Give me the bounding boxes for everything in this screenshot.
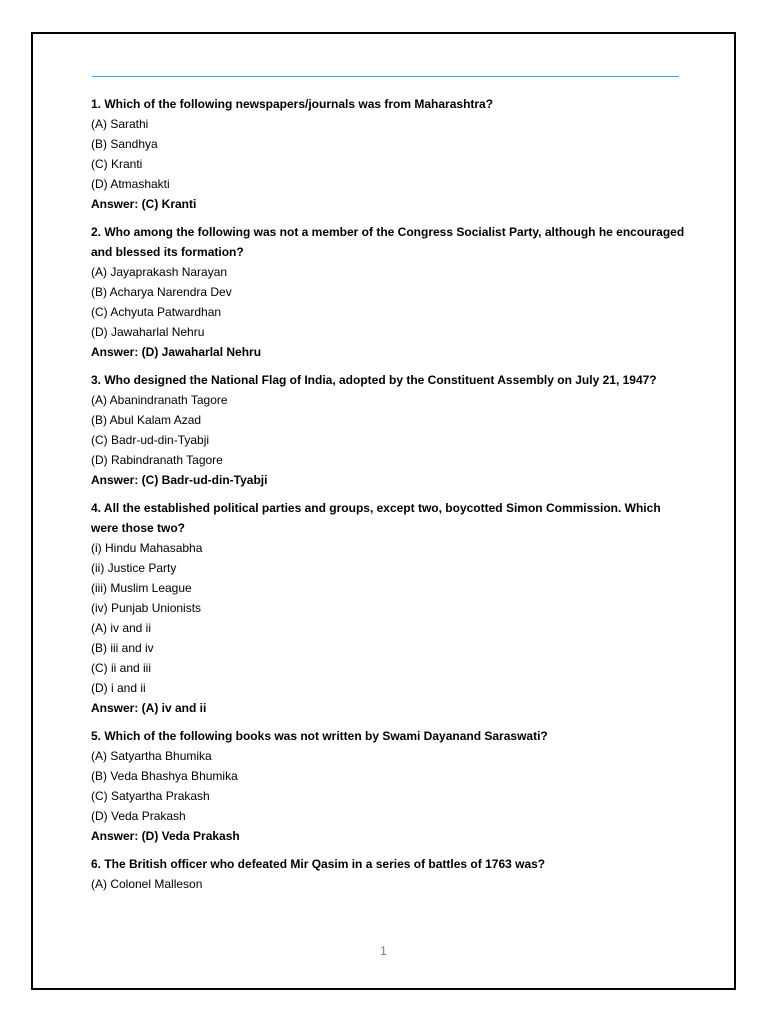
option: (B) Veda Bhashya Bhumika: [91, 769, 238, 783]
answer: Answer: (A) iv and ii: [91, 701, 207, 715]
answer: Answer: (D) Jawaharlal Nehru: [91, 345, 262, 359]
question-1: [91, 94, 691, 214]
option: (C) Badr-ud-din-Tyabji: [91, 433, 210, 447]
option: (B) Acharya Narendra Dev: [91, 285, 232, 299]
page-number: 1: [380, 944, 387, 958]
question-6: [91, 854, 691, 894]
option: (B) Abul Kalam Azad: [91, 413, 202, 427]
question-list: [91, 94, 691, 902]
question-5: [91, 726, 691, 846]
question-text: 2. Who among the following was not a member of the Congress Socialist Party, although he encouraged and blessed its formation?: [91, 225, 685, 259]
option: (iv) Punjab Unionists: [91, 601, 202, 615]
option: (D) Veda Prakash: [91, 809, 186, 823]
question-text: 4. All the established political parties and groups, except two, boycotted Simon Commission. Which were those two?: [91, 501, 661, 535]
option: (A) Colonel Malleson: [91, 877, 203, 891]
option: (B) iii and iv: [91, 641, 154, 655]
option: (A) iv and ii: [91, 621, 152, 635]
question-3: [91, 370, 691, 490]
header-rule: [92, 76, 679, 77]
question-text: 5. Which of the following books was not written by Swami Dayanand Saraswati?: [91, 729, 548, 743]
option: (B) Sandhya: [91, 137, 158, 151]
option: (A) Abanindranath Tagore: [91, 393, 228, 407]
option: (A) Jayaprakash Narayan: [91, 265, 228, 279]
answer: Answer: (C) Kranti: [91, 197, 197, 211]
question-2: [91, 222, 691, 362]
option: (A) Satyartha Bhumika: [91, 749, 212, 763]
answer: Answer: (C) Badr-ud-din-Tyabji: [91, 473, 268, 487]
option: (D) Rabindranath Tagore: [91, 453, 223, 467]
option: (C) Kranti: [91, 157, 143, 171]
option: (C) Satyartha Prakash: [91, 789, 210, 803]
option: (iii) Muslim League: [91, 581, 192, 595]
option: (C) Achyuta Patwardhan: [91, 305, 222, 319]
option: (D) i and ii: [91, 681, 146, 695]
question-4: [91, 498, 691, 718]
option: (A) Sarathi: [91, 117, 149, 131]
option: (D) Atmashakti: [91, 177, 170, 191]
question-text: 3. Who designed the National Flag of India, adopted by the Constituent Assembly on July 21, 1947?: [91, 373, 657, 387]
option: (ii) Justice Party: [91, 561, 177, 575]
document-page: [31, 32, 736, 990]
answer: Answer: (D) Veda Prakash: [91, 829, 240, 843]
option: (C) ii and iii: [91, 661, 152, 675]
option: (D) Jawaharlal Nehru: [91, 325, 205, 339]
option: (i) Hindu Mahasabha: [91, 541, 203, 555]
question-text: 6. The British officer who defeated Mir Qasim in a series of battles of 1763 was?: [91, 857, 546, 871]
question-text: 1. Which of the following newspapers/journals was from Maharashtra?: [91, 97, 494, 111]
